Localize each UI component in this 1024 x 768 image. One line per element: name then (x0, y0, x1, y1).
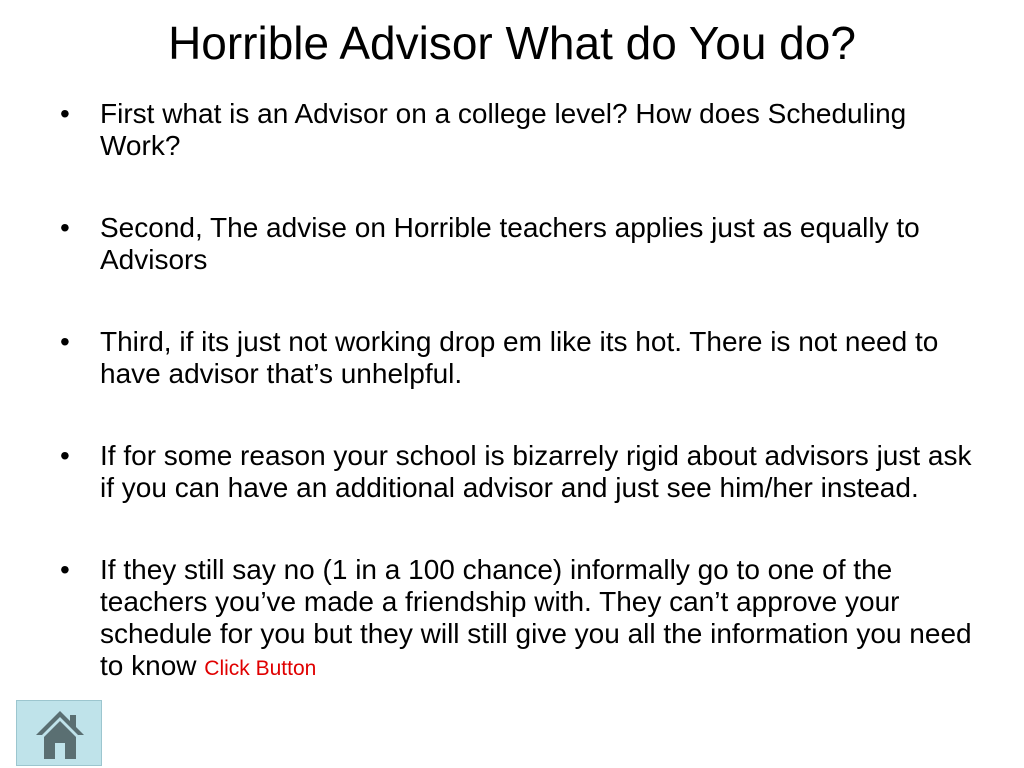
bullet-text: If for some reason your school is bizarrely rigid about advisors just ask if you can have an additional advisor and just see him/her instead. (100, 440, 972, 503)
bullet-icon: • (60, 98, 70, 129)
bullet-list (58, 98, 988, 685)
bullet-text: First what is an Advisor on a college level? How does Scheduling Work? (100, 98, 907, 161)
list-item (58, 554, 988, 685)
home-icon (34, 707, 86, 761)
bullet-icon: • (60, 326, 70, 357)
bullet-icon: • (60, 554, 70, 585)
slide-title: Horrible Advisor What do You do? (168, 17, 856, 69)
list-item (58, 326, 988, 390)
list-item (58, 212, 988, 276)
list-item (58, 440, 988, 504)
bullet-text: If they still say no (1 in a 100 chance) informally go to one of the teachers you’ve made a friendship with. They can’t approve your schedule for you but they will still give you all the information you need to know (100, 554, 972, 681)
bullet-text: Third, if its just not working drop em like its hot. There is not need to have advisor that’s unhelpful. (100, 326, 939, 389)
bullet-icon: • (60, 212, 70, 243)
click-button-link[interactable]: Click Button (204, 657, 317, 680)
home-button[interactable] (16, 700, 102, 766)
bullet-text: Second, The advise on Horrible teachers applies just as equally to Advisors (100, 212, 920, 275)
bullet-icon: • (60, 440, 70, 471)
list-item (58, 98, 988, 162)
